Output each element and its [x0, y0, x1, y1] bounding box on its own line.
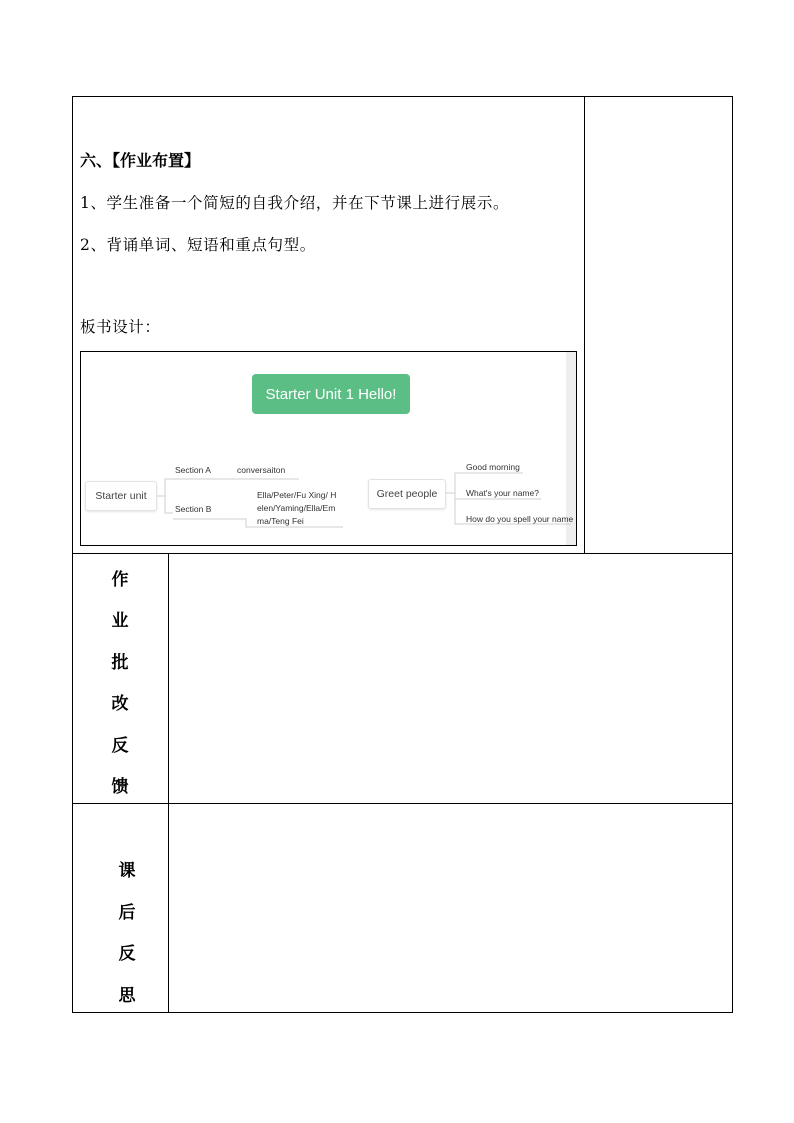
homework-item-2: 2、背诵单词、短语和重点句型。 [80, 236, 316, 254]
mindmap-label-section-b-item-line-1: Ella/Peter/Fu Xing/ H [257, 490, 337, 500]
homework-item-1: 1、学生准备一个简短的自我介绍，并在下节课上进行展示。 [80, 194, 510, 212]
mindmap-root-node: Starter Unit 1 Hello! [252, 374, 410, 414]
table-divider-row-2 [72, 803, 733, 804]
board-design-mindmap [80, 351, 577, 546]
feedback-label-char-6: 馈 [111, 777, 129, 797]
table-divider-label-column-1 [168, 553, 169, 804]
mindmap-label-section-a: Section A [175, 465, 211, 475]
feedback-label-char-3: 批 [111, 653, 129, 673]
mindmap-node-starter-unit: Starter unit [85, 481, 157, 511]
board-design-label: 板书设计： [80, 318, 161, 336]
table-divider-right-column [584, 96, 585, 554]
homework-title: 六、【作业布置】 [80, 151, 201, 170]
mindmap-label-whats-your-name: What's your name? [466, 488, 539, 498]
reflection-label-char-1: 课 [118, 861, 136, 881]
table-divider-row-1 [72, 553, 733, 554]
feedback-label-char-4: 改 [111, 694, 129, 714]
mindmap-node-greet-people: Greet people [368, 479, 446, 509]
table-divider-label-column-2 [168, 803, 169, 1013]
feedback-label-char-2: 业 [111, 611, 129, 631]
mindmap-label-section-a-item: conversaiton [237, 465, 286, 475]
mindmap-label-section-b-item-line-2: elen/Yaming/Ella/Em [257, 503, 336, 513]
mindmap-label-how-do-you-spell: How do you spell your name [466, 514, 574, 524]
reflection-label-char-2: 后 [118, 903, 136, 923]
mindmap-label-section-b-item-line-3: ma/Teng Fei [257, 516, 304, 526]
feedback-label-char-5: 反 [111, 736, 129, 756]
feedback-label-char-1: 作 [111, 570, 129, 590]
reflection-label-char-4: 思 [118, 986, 136, 1006]
mindmap-label-good-morning: Good morning [466, 462, 520, 472]
reflection-label-char-3: 反 [118, 944, 136, 964]
mindmap-label-section-b: Section B [175, 504, 212, 514]
